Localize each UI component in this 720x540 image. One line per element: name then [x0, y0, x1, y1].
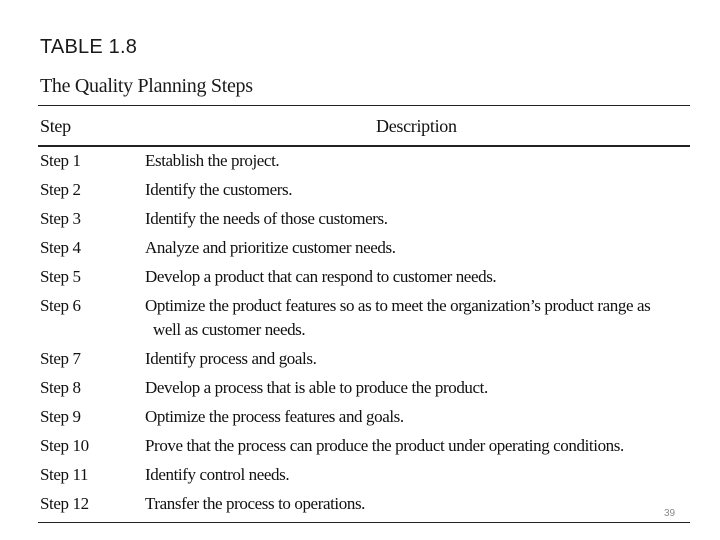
description-cell: Transfer the process to operations.: [145, 494, 366, 513]
description-line: Optimize the product features so as to meet the organization’s product range as: [145, 296, 651, 315]
table-row: [40, 463, 690, 487]
step-cell: Step 4: [40, 238, 81, 257]
step-cell: Step 10: [40, 436, 89, 455]
step-cell: Step 12: [40, 494, 89, 513]
step-cell: Step 11: [40, 465, 89, 484]
description-continuation: well as customer needs.: [153, 320, 306, 339]
column-header-step: Step: [40, 116, 71, 136]
description-cell: Identify process and goals.: [145, 349, 317, 368]
table-row: [40, 178, 690, 202]
description-cell: Optimize the process features and goals.: [145, 407, 404, 426]
page-number: 39: [664, 508, 676, 519]
description-cell: Develop a product that can respond to customer needs.: [145, 267, 497, 286]
table-top-rule: [38, 105, 690, 106]
description-cell: Identify the customers.: [145, 180, 293, 199]
table-row: [40, 294, 690, 342]
description-cell: Develop a process that is able to produce the product.: [145, 378, 488, 397]
table-row: [40, 149, 690, 173]
table-row: [40, 492, 690, 516]
step-cell: Step 1: [40, 151, 81, 170]
description-cell: Analyze and prioritize customer needs.: [145, 238, 396, 257]
step-cell: Step 9: [40, 407, 81, 426]
table-label: TABLE 1.8: [40, 36, 138, 58]
table-title: The Quality Planning Steps: [40, 75, 253, 97]
step-cell: Step 6: [40, 296, 81, 315]
column-header-description: Description: [376, 116, 457, 136]
table-row: [40, 236, 690, 260]
table-row: [40, 434, 690, 458]
step-cell: Step 5: [40, 267, 81, 286]
step-cell: Step 7: [40, 349, 81, 368]
description-cell: [145, 294, 690, 342]
table-row: [40, 347, 690, 371]
table-bottom-rule: [38, 522, 690, 523]
table-row: [40, 265, 690, 289]
description-cell: Identify control needs.: [145, 465, 290, 484]
step-cell: Step 3: [40, 209, 81, 228]
table-header-rule: [38, 145, 690, 147]
step-cell: Step 2: [40, 180, 81, 199]
description-cell: Identify the needs of those customers.: [145, 209, 388, 228]
table-row: [40, 376, 690, 400]
table-row: [40, 405, 690, 429]
description-cell: Establish the project.: [145, 151, 280, 170]
step-cell: Step 8: [40, 378, 81, 397]
table-body: [40, 149, 690, 521]
description-cell: Prove that the process can produce the product under operating conditions.: [145, 436, 624, 455]
table-row: [40, 207, 690, 231]
